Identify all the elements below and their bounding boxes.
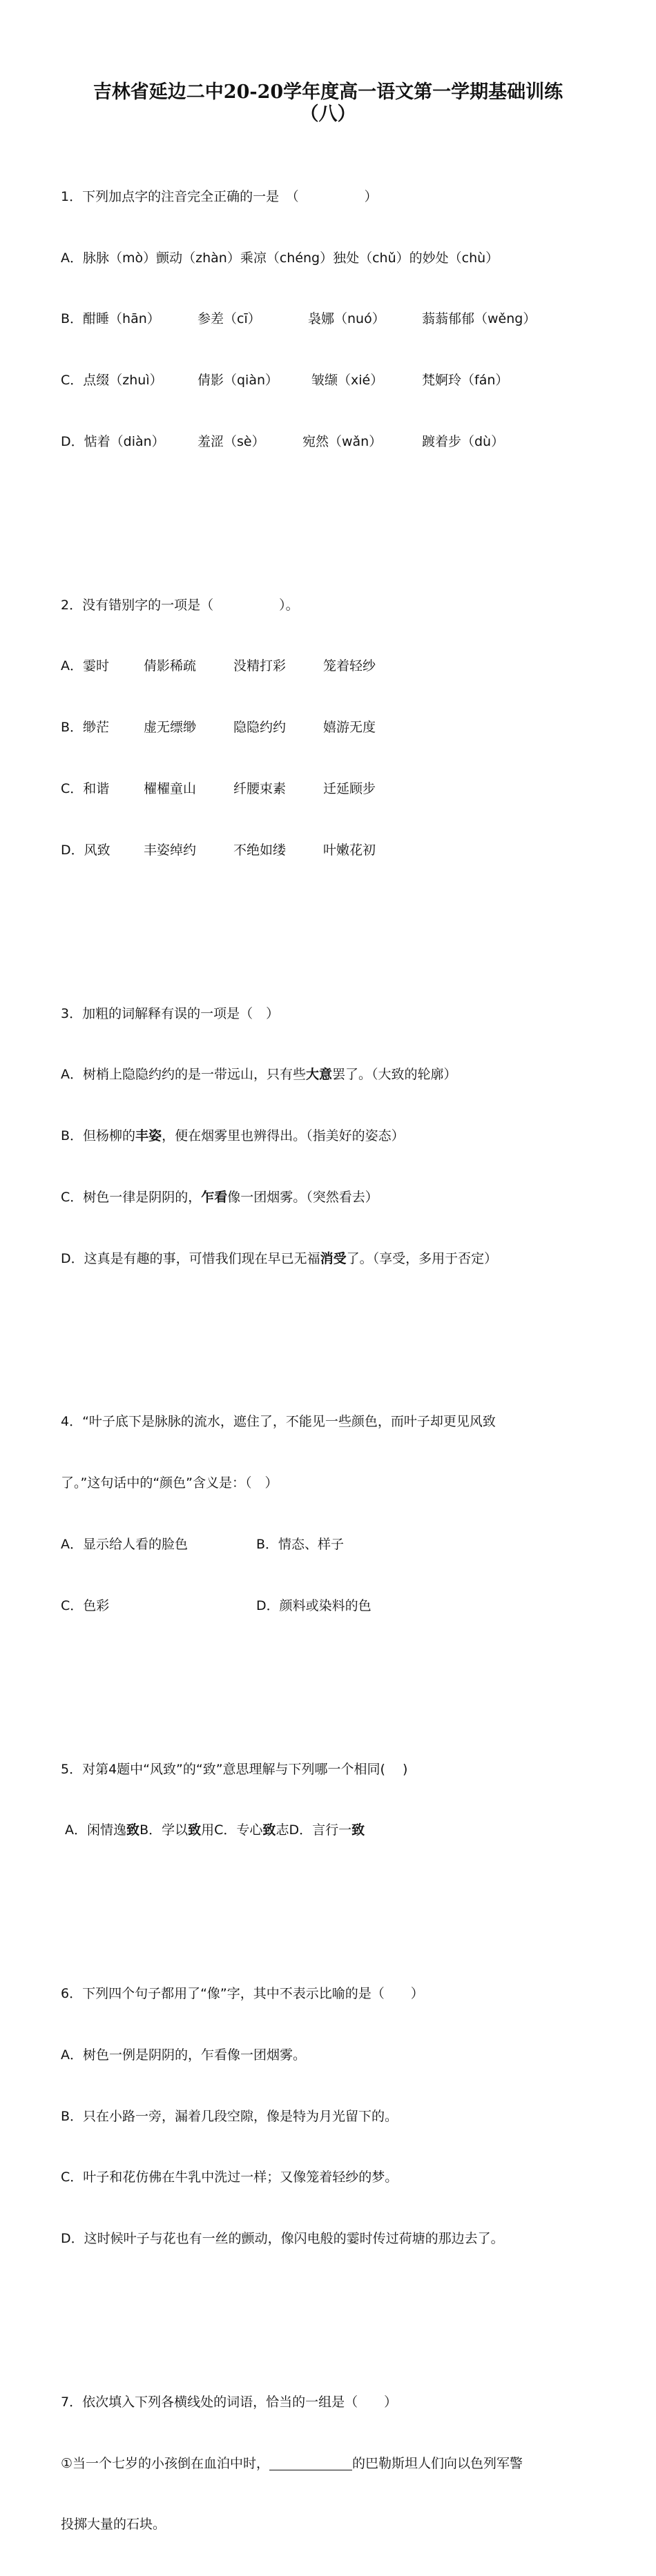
q1-d-4: 踱着步（dù） <box>422 433 505 449</box>
q6-option-a: A．树色一例是阴阴的，乍看像一团烟雾。 <box>61 2047 306 2063</box>
q5-d-bold: 致 <box>351 1822 365 1838</box>
spacer <box>61 1310 592 1330</box>
q6-option-c: C．叶子和花仿佛在牛乳中洗过一样；又像笼着轻纱的梦。 <box>61 2170 398 2185</box>
q1-option-b <box>61 309 592 330</box>
q1-b-1: B．酣睡（hān） <box>61 311 160 327</box>
q2-a-3: 没精打彩 <box>233 658 287 674</box>
q1-c-1: C．点缀（zhuì） <box>61 373 163 389</box>
q1-option-c <box>61 371 592 391</box>
q1-stem: 1．下列加点字的注音完全正确的一是 （ ） <box>61 188 378 204</box>
q2-b-4: 嬉游无度 <box>323 720 376 736</box>
q5-b-bold: 致 <box>188 1822 202 1838</box>
q5-b-post: 用 <box>201 1822 215 1838</box>
q2-d-4: 叶嫩花初 <box>323 842 376 858</box>
q3-c-bold: 乍看 <box>201 1189 228 1205</box>
q2-c-1: C．和谐 <box>61 781 110 796</box>
q4-option-a: A．显示给人看的脸色 <box>61 1536 188 1552</box>
spacer <box>61 2290 592 2311</box>
q5-a-bold: 致 <box>126 1822 140 1838</box>
title-line-1: 吉林省延边二中20-20学年度高一语文第一学期基础训练 <box>93 81 563 103</box>
q1-b-3: 袅娜（nuó） <box>308 311 385 327</box>
q1-d-2: 羞涩（sè） <box>197 433 265 449</box>
q2-option-b <box>61 718 592 738</box>
q2-b-1: B．缈茫 <box>61 720 110 736</box>
q2-a-4: 笼着轻纱 <box>323 658 376 674</box>
q3-c-pre: C．树色一律是阴阴的， <box>61 1189 202 1205</box>
q3-stem: 3．加粗的词解释有误的一项是（ ） <box>61 1005 280 1021</box>
spacer <box>61 1658 592 1678</box>
q2-d-2: 丰姿绰约 <box>144 842 197 858</box>
q5-d-pre: D．言行一 <box>289 1822 352 1838</box>
q5-b-pre: B．学以 <box>139 1822 189 1838</box>
q3-d-pre: D．这真是有趣的事，可惜我们现在早已无福 <box>61 1250 320 1266</box>
q2-c-4: 迁延顾步 <box>323 781 376 796</box>
q3-a-bold: 大意 <box>306 1067 333 1083</box>
q2-b-3: 隐隐约约 <box>233 720 287 736</box>
q5-c-post: 志 <box>276 1822 289 1838</box>
spacer <box>61 493 592 514</box>
q2-a-1: A．霎时 <box>61 658 109 674</box>
q5-c-bold: 致 <box>262 1822 276 1838</box>
q6-stem: 6．下列四个句子都用了“像”字，其中不表示比喻的是（ ） <box>61 1986 424 2002</box>
q1-c-4: 梵婀玲（fán） <box>422 373 509 389</box>
q2-c-3: 纤腰束素 <box>233 781 287 796</box>
spacer <box>61 902 592 923</box>
q4-option-c: C．色彩 <box>61 1597 110 1613</box>
q1-b-2: 参差（cī） <box>197 311 261 327</box>
q4-stem-line-2: 了。”这句话中的“颜色”含义是：（ ） <box>61 1475 278 1491</box>
q1-c-3: 皱缬（xié） <box>311 373 384 389</box>
document-title <box>0 81 656 126</box>
q5-options <box>61 1820 592 1841</box>
q3-d-bold: 消受 <box>320 1250 347 1266</box>
q2-option-d <box>61 840 592 861</box>
q2-d-3: 不绝如缕 <box>233 842 287 858</box>
q4-options-cd <box>61 1596 592 1617</box>
q1-d-3: 宛然（wǎn） <box>302 433 383 449</box>
q3-b-bold: 丰姿 <box>135 1128 162 1144</box>
q7-stem: 7．依次填入下列各横线处的词语，恰当的一组是（ ） <box>61 2394 398 2410</box>
q7-sentence-1-cont: 投掷大量的石块。 <box>61 2517 166 2533</box>
q7-s1-start: ①当一个七岁的小孩倒在血泊中时， <box>61 2455 270 2471</box>
q1-d-1: D．惦着（diàn） <box>61 433 165 449</box>
q2-a-2: 倩影稀疏 <box>144 658 197 674</box>
q4-option-b: B．情态、样子 <box>256 1536 345 1552</box>
q5-c-pre: C．专心 <box>214 1822 263 1838</box>
q6-option-b: B．只在小路一旁，漏着几段空隙，像是特为月光留下的。 <box>61 2108 398 2124</box>
q4-options-ab <box>61 1535 592 1555</box>
q1-option-a: A．脉脉（mò）颤动（zhàn）乘凉（chéng）独处（chǔ）的妙处（chù） <box>61 250 499 266</box>
q3-b-pre: B．但杨柳的 <box>61 1128 136 1144</box>
q2-c-2: 櫂櫂童山 <box>144 781 197 796</box>
q4-stem-line-1: 4．“叶子底下是脉脉的流水，遮住了，不能见一些颜色，而叶子却更见风致 <box>61 1414 496 1430</box>
q7-sentence-1 <box>61 2454 592 2475</box>
q5-a-pre: A．闲情逸 <box>61 1822 127 1838</box>
q3-b-post: ，便在烟雾里也辨得出。（指美好的姿态） <box>162 1128 405 1144</box>
q2-option-a <box>61 656 592 677</box>
spacer <box>61 1882 592 1902</box>
answer-blank[interactable] <box>269 2456 352 2470</box>
q2-option-c <box>61 779 592 800</box>
q3-option-c <box>61 1188 592 1208</box>
title-line-2: （八） <box>300 104 356 125</box>
q3-a-post: 罢了。（大致的轮廓） <box>332 1067 457 1083</box>
q1-c-2: 倩影（qiàn） <box>197 373 279 389</box>
document-body <box>61 126 592 2576</box>
q3-option-b <box>61 1126 592 1147</box>
q1-b-4: 蓊蓊郁郁（wěng） <box>422 311 537 327</box>
q2-b-2: 虚无缥缈 <box>144 720 197 736</box>
q7-s1-end: 的巴勒斯坦人们向以色列军警 <box>352 2455 523 2471</box>
q2-stem: 2．没有错别字的一项是（ ）。 <box>61 597 299 613</box>
q3-option-d <box>61 1249 592 1270</box>
q3-a-pre: A．树梢上隐隐约约的是一带远山，只有些 <box>61 1067 306 1083</box>
q3-c-post: 像一团烟雾。（突然看去） <box>227 1189 378 1205</box>
q5-stem: 5．对第4题中“风致”的“致”意思理解与下列哪一个相同( ) <box>61 1761 408 1777</box>
q2-d-1: D．风致 <box>61 842 110 858</box>
q4-option-d: D．颜料或染料的色 <box>256 1597 372 1613</box>
q3-d-post: 了。（享受，多用于否定） <box>346 1250 498 1266</box>
q1-option-d <box>61 432 592 453</box>
q3-option-a <box>61 1065 592 1085</box>
q6-option-d: D．这时候叶子与花也有一丝的颤动，像闪电般的霎时传过荷塘的那边去了。 <box>61 2231 504 2247</box>
